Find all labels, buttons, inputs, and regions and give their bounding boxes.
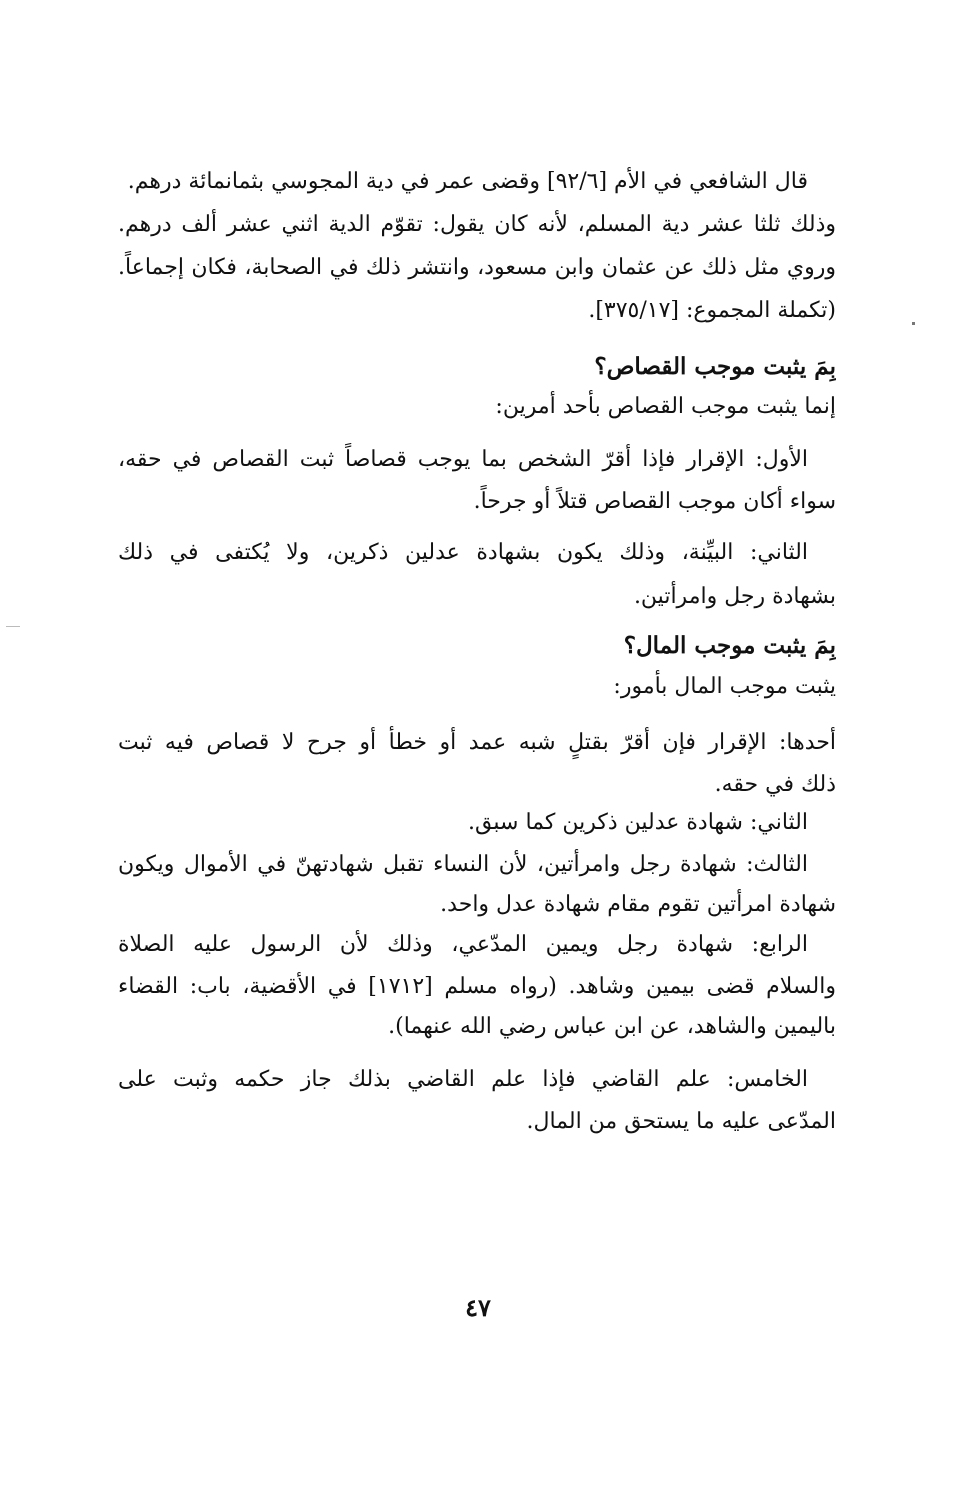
text-line: (تكملة المجموع: [٣٧٥/١٧]. [588, 298, 836, 323]
text-line: سواء أكان موجب القصاص قتلاً أو جرحاً. [473, 489, 836, 514]
text-line: شهادة امرأتين تقوم مقام شهادة عدل واحد. [440, 892, 836, 917]
text-line: الرابع: شهادة رجل ويمين المدّعي، وذلك لأن الرسول عليه الصلاة [118, 932, 808, 957]
text-line: ذلك في حقه. [714, 772, 836, 797]
scan-speck [912, 322, 915, 325]
text-line: الثاني: شهادة عدلين ذكرين كما سبق. [468, 810, 808, 835]
text-line: وذلك ثلثا عشر دية المسلم، لأنه كان يقول: تقوّم الدية اثني عشر ألف درهم. [118, 212, 836, 237]
text-line: يثبت موجب المال بأمور: [613, 674, 836, 699]
text-line: الأول: الإقرار فإذا أقرّ الشخص بما يوجب قصاصاً ثبت القصاص في حقه، [118, 447, 808, 472]
text-line: الثاني: البيِّنة، وذلك يكون بشهادة عدلين ذكرين، ولا يُكتفى في ذلك [118, 540, 808, 565]
text-line: أحدها: الإقرار فإن أقرّ بقتلٍ شبه عمد أو خطأ أو جرح لا قصاص فيه ثبت [118, 730, 836, 755]
scan-speck [6, 626, 20, 627]
text-line: الثالث: شهادة رجل وامرأتين، لأن النساء تقبل شهادتهنّ في الأموال ويكون [118, 852, 808, 877]
page-number: ٤٧ [465, 1293, 491, 1322]
text-line: وروي مثل ذلك عن عثمان وابن مسعود، وانتشر ذلك في الصحابة، فكان إجماعاً. [118, 255, 836, 280]
text-line: باليمين والشاهد، عن ابن عباس رضي الله عنهما). [388, 1014, 836, 1039]
text-line: الخامس: علم القاضي فإذا علم القاضي بذلك جاز حكمه وثبت على [118, 1067, 808, 1092]
section-heading: بِمَ يثبت موجب القصاص؟ [594, 353, 836, 380]
text-line: بشهادة رجل وامرأتين. [633, 584, 836, 609]
text-line: والسلام قضى بيمين وشاهد. (رواه مسلم [١٧١٢] في الأقضية، باب: القضاء [118, 974, 836, 999]
text-line: المدّعى عليه ما يستحق من المال. [526, 1109, 836, 1134]
text-line: إنما يثبت موجب القصاص بأحد أمرين: [495, 394, 836, 419]
section-heading: بِمَ يثبت موجب المال؟ [623, 632, 836, 659]
text-line: قال الشافعي في الأم [٩٢/٦] وقضى عمر في دية المجوسي بثمانمائة درهم. [127, 169, 808, 194]
